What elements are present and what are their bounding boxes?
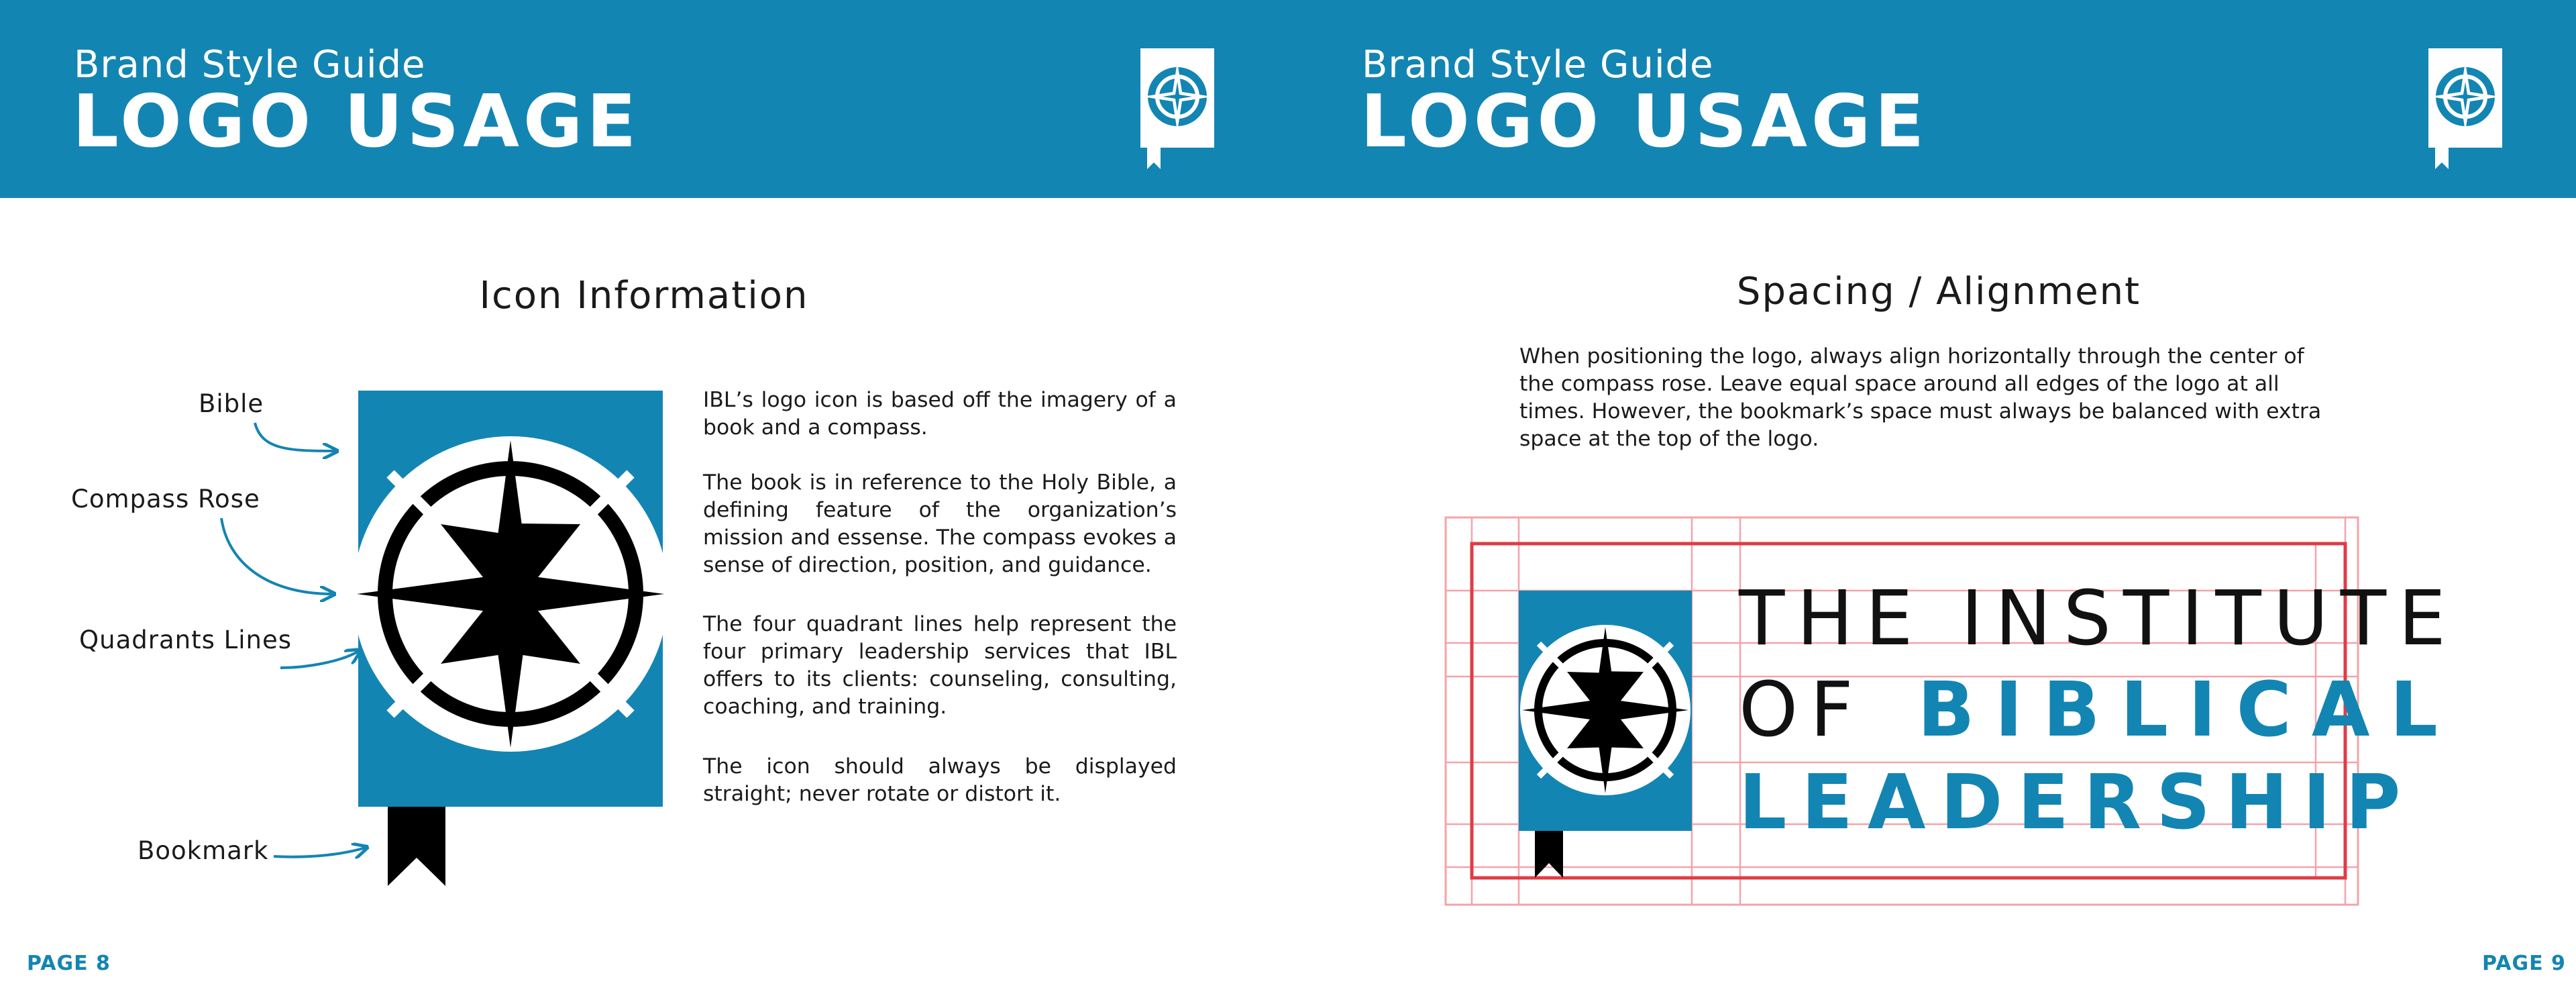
header-logo-icon (2428, 48, 2502, 169)
wordmark-line-1: THE INSTITUTE (1739, 575, 2458, 662)
icon-information-title: Icon Information (479, 274, 809, 317)
label-compass-rose: Compass Rose (71, 485, 260, 513)
bookmark (388, 807, 445, 886)
spacing-diagram (1444, 515, 2458, 907)
label-bible: Bible (199, 389, 264, 418)
left-page-number: PAGE 8 (27, 952, 111, 975)
left-title: LOGO USAGE (72, 80, 641, 164)
left-subtitle: Brand Style Guide (74, 43, 426, 87)
right-page-number: PAGE 9 (2482, 952, 2566, 975)
paragraph-1: IBL’s logo icon is based off the imagery of a book and a compass. (703, 388, 1177, 440)
right-title: LOGO USAGE (1360, 80, 1929, 164)
wordmark-biblical: BIBLICAL (1917, 666, 2458, 754)
paragraph-2: The book is in reference to the Holy Bible, a defining feature of the organization’s mission and essense. The compass evokes a sense of direction, position, and guidance. (703, 470, 1177, 577)
label-quadrants-lines: Quadrants Lines (79, 626, 292, 654)
header-logo-icon (1140, 48, 1214, 169)
right-subtitle: Brand Style Guide (1362, 43, 1714, 87)
paragraph-3: The four quadrant lines help represent the four primary leadership services that IBL offers to its clients: counseling, consulting, coaching, and training. (703, 612, 1177, 719)
left-page-header (0, 0, 1288, 198)
logo-icon-large (349, 388, 671, 886)
right-page-header (1288, 0, 2576, 198)
wordmark-line-2 (1739, 666, 2458, 754)
paragraph-4: The icon should always be displayed straight; never rotate or distort it. (703, 754, 1177, 806)
wordmark-of: OF (1739, 666, 1866, 754)
wordmark-line-3: LEADERSHIP (1739, 759, 2416, 846)
label-bookmark: Bookmark (138, 836, 269, 865)
spacing-description: When positioning the logo, always align horizontally through the center of the compass rose. Leave equal space around all edges of the logo at all times. However, the bookmark’s space must always be balanced with extra space at the top of the logo. (1519, 344, 2322, 451)
spacing-alignment-title: Spacing / Alignment (1736, 270, 2141, 313)
